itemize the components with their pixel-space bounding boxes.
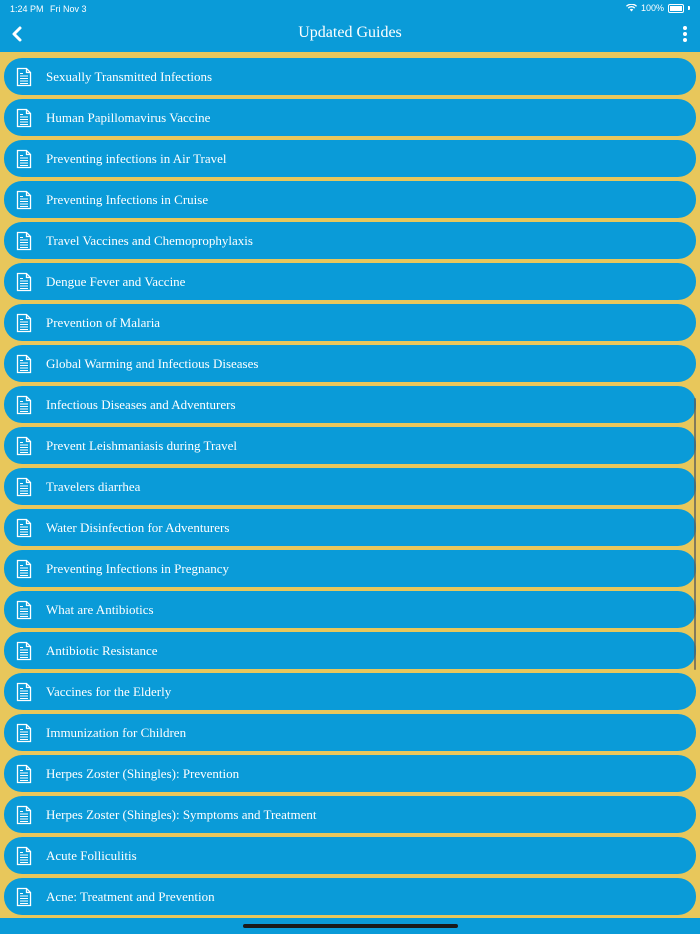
document-icon [16, 764, 32, 784]
list-item[interactable] [4, 181, 696, 218]
more-vertical-icon[interactable] [680, 24, 690, 44]
list-item[interactable] [4, 796, 696, 833]
list-item[interactable] [4, 837, 696, 874]
list-item-label: Preventing Infections in Pregnancy [46, 560, 230, 576]
nav-bar [0, 16, 700, 52]
list-item[interactable] [4, 386, 696, 423]
list-item[interactable] [4, 632, 696, 669]
list-item-label: Travel Vaccines and Chemoprophylaxis [46, 232, 253, 248]
list-item[interactable] [4, 99, 696, 136]
list-item[interactable] [4, 673, 696, 710]
battery-tip [688, 6, 690, 10]
list-item[interactable] [4, 550, 696, 587]
list-item-label: Infectious Diseases and Adventurers [46, 396, 236, 412]
document-icon [16, 682, 32, 702]
scrollbar[interactable] [694, 398, 696, 670]
document-icon [16, 846, 32, 866]
list-item[interactable] [4, 345, 696, 382]
document-icon [16, 313, 32, 333]
document-icon [16, 887, 32, 907]
battery-icon [668, 4, 684, 13]
document-icon [16, 231, 32, 251]
list-item[interactable] [4, 304, 696, 341]
list-item-label: Global Warming and Infectious Diseases [46, 355, 259, 371]
status-right [626, 3, 690, 13]
document-icon [16, 190, 32, 210]
battery-percent: 100% [640, 3, 664, 13]
list-item-label: Water Disinfection for Adventurers [46, 519, 230, 535]
list-item-label: Dengue Fever and Vaccine [46, 273, 186, 289]
list-item-label: Antibiotic Resistance [46, 642, 158, 658]
home-indicator[interactable] [243, 924, 458, 928]
document-icon [16, 272, 32, 292]
list-item[interactable] [4, 714, 696, 751]
list-item-label: Acne: Treatment and Prevention [46, 888, 215, 904]
document-icon [16, 641, 32, 661]
top-bar [0, 0, 700, 52]
list-item[interactable] [4, 222, 696, 259]
list-item-label: Prevent Leishmaniasis during Travel [46, 437, 238, 453]
list-item-label: Herpes Zoster (Shingles): Prevention [46, 765, 240, 781]
list-item[interactable] [4, 509, 696, 546]
page-title: Updated Guides [298, 24, 402, 41]
list-item-label: Prevention of Malaria [46, 314, 161, 330]
document-icon [16, 67, 32, 87]
list-item-label: Preventing Infections in Cruise [46, 191, 209, 207]
document-icon [16, 436, 32, 456]
list-item-label: Travelers diarrhea [46, 478, 141, 494]
list-item[interactable] [4, 263, 696, 300]
status-bar [0, 0, 700, 16]
list-item[interactable] [4, 468, 696, 505]
list-item-label: Herpes Zoster (Shingles): Symptoms and Treatment [46, 806, 317, 822]
list-item[interactable] [4, 591, 696, 628]
list-item[interactable] [4, 427, 696, 464]
document-icon [16, 805, 32, 825]
document-icon [16, 518, 32, 538]
document-icon [16, 149, 32, 169]
status-date: Fri Nov 3 [50, 4, 87, 14]
list-item-label: Immunization for Children [46, 724, 187, 740]
document-icon [16, 354, 32, 374]
status-time: 1:24 PM [10, 4, 44, 14]
document-icon [16, 600, 32, 620]
list-item[interactable] [4, 878, 696, 915]
list-item-label: Human Papillomavirus Vaccine [46, 109, 211, 125]
bottom-bar [0, 918, 700, 934]
document-icon [16, 477, 32, 497]
wifi-icon [626, 4, 637, 12]
list-item-label: Vaccines for the Elderly [46, 683, 172, 699]
list-item-label: Preventing infections in Air Travel [46, 150, 227, 166]
list-item[interactable] [4, 140, 696, 177]
document-icon [16, 395, 32, 415]
document-icon [16, 108, 32, 128]
document-icon [16, 559, 32, 579]
list-item-label: What are Antibiotics [46, 601, 154, 617]
list-item-label: Sexually Transmitted Infections [46, 68, 213, 84]
list-item[interactable] [4, 755, 696, 792]
list-item-label: Acute Folliculitis [46, 847, 137, 863]
list-item[interactable] [4, 58, 696, 95]
document-icon [16, 723, 32, 743]
